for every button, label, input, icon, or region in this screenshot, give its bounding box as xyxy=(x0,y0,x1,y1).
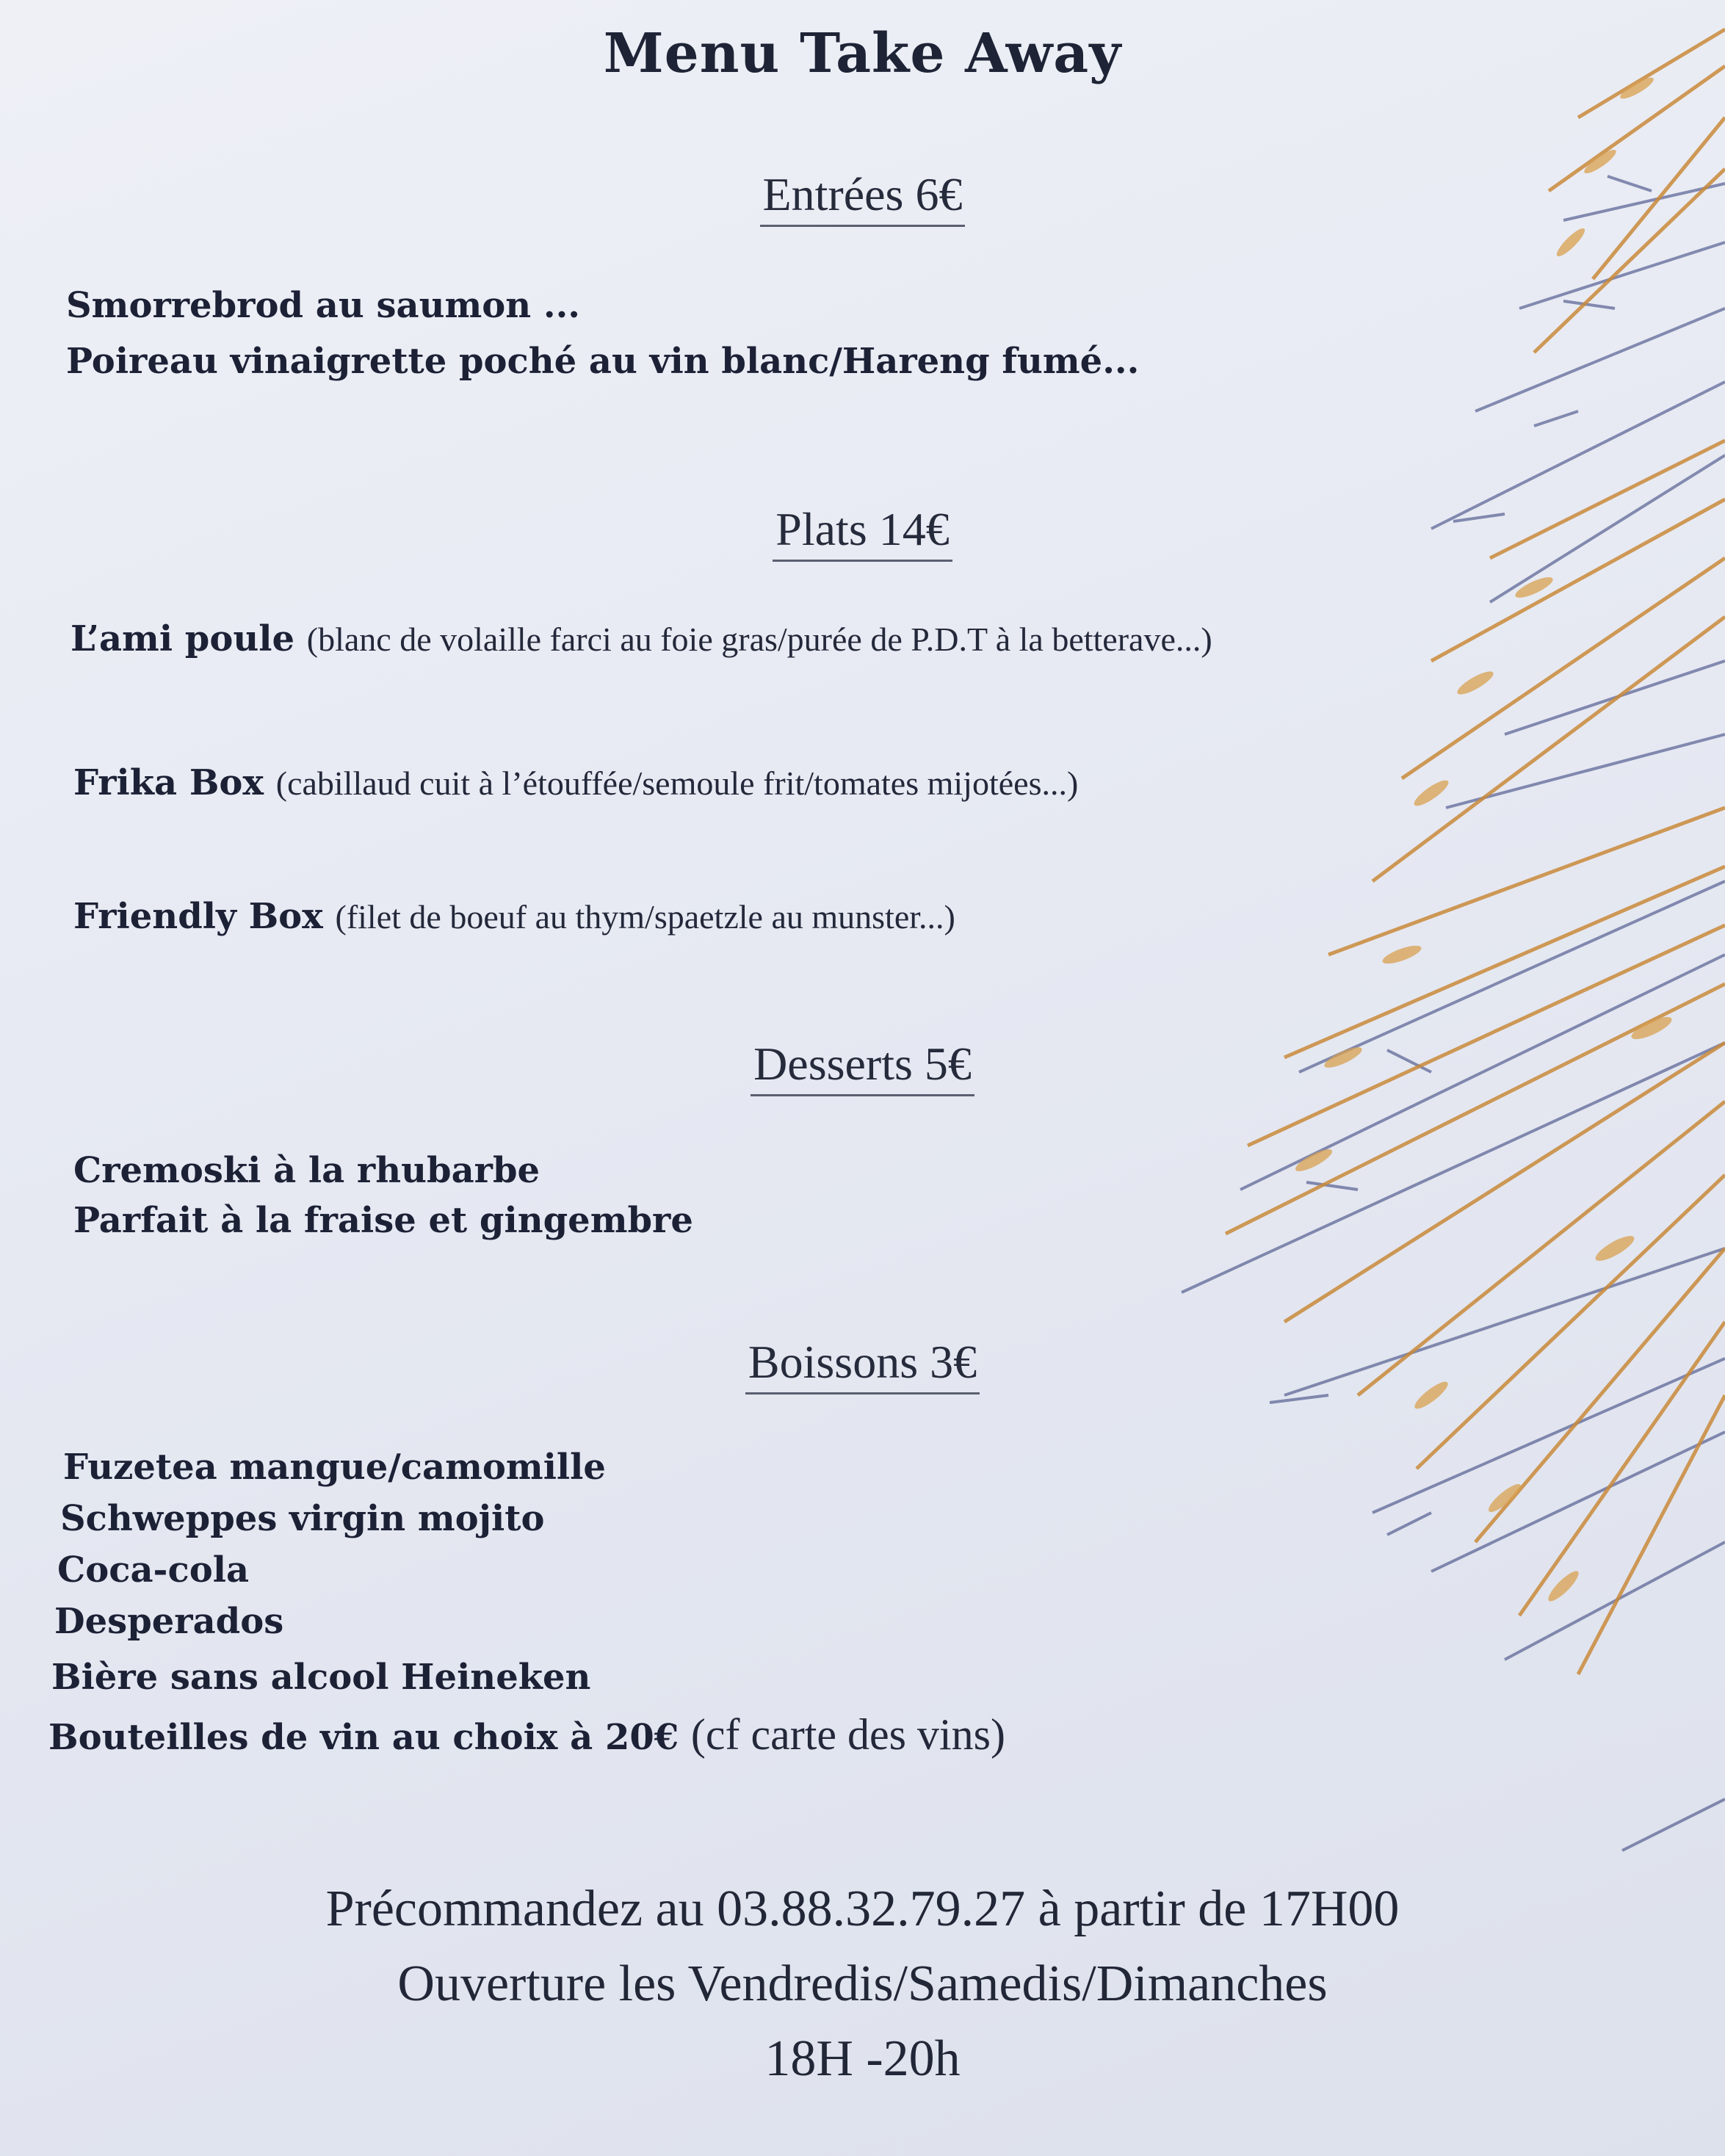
menu-item: Frika Box (cabillaud cuit à l’étouffée/semoule frit/tomates mijotées...) xyxy=(73,762,1079,803)
menu-title: Menu Take Away xyxy=(603,22,1122,85)
item-description: (blanc de volaille farci au foie gras/purée de P.D.T à la betterave...) xyxy=(306,621,1212,658)
section-heading-desserts: Desserts 5€ xyxy=(0,1037,1725,1091)
menu-item: Desperados xyxy=(54,1601,284,1642)
menu-item: L’ami poule (blanc de volaille farci au foie gras/purée de P.D.T à la betterave...) xyxy=(70,618,1212,659)
opening-days-line: Ouverture les Vendredis/Samedis/Dimanches xyxy=(397,1956,1328,2012)
menu-item: Fuzetea mangue/camomille xyxy=(63,1447,606,1488)
item-description: (cabillaud cuit à l’étouffée/semoule frit/tomates mijotées...) xyxy=(275,764,1079,802)
preorder-line: Précommandez au 03.88.32.79.27 à partir de 17H00 xyxy=(325,1881,1400,1937)
menu-item: Parfait à la fraise et gingembre xyxy=(73,1200,693,1241)
menu-item: Bière sans alcool Heineken xyxy=(51,1657,591,1698)
section-heading-boissons: Boissons 3€ xyxy=(0,1335,1725,1389)
section-heading-entrees: Entrées 6€ xyxy=(0,167,1725,222)
menu-item: Coca-cola xyxy=(57,1549,250,1591)
menu-item: Schweppes virgin mojito xyxy=(60,1498,545,1539)
item-description: (cf carte des vins) xyxy=(690,1710,1005,1759)
menu-item: Cremoski à la rhubarbe xyxy=(73,1150,540,1191)
menu-item: Friendly Box (filet de boeuf au thym/spaetzle au munster...) xyxy=(73,896,955,937)
menu-item: Smorrebrod au saumon ... xyxy=(66,285,581,326)
item-description: (filet de boeuf au thym/spaetzle au munster...) xyxy=(335,898,955,936)
menu-item: Poireau vinaigrette poché au vin blanc/Hareng fumé... xyxy=(66,341,1140,382)
opening-hours-line: 18H -20h xyxy=(764,2030,961,2087)
menu-item: Bouteilles de vin au choix à 20€ (cf carte des vins) xyxy=(48,1710,1005,1759)
section-heading-plats: Plats 14€ xyxy=(0,502,1725,557)
